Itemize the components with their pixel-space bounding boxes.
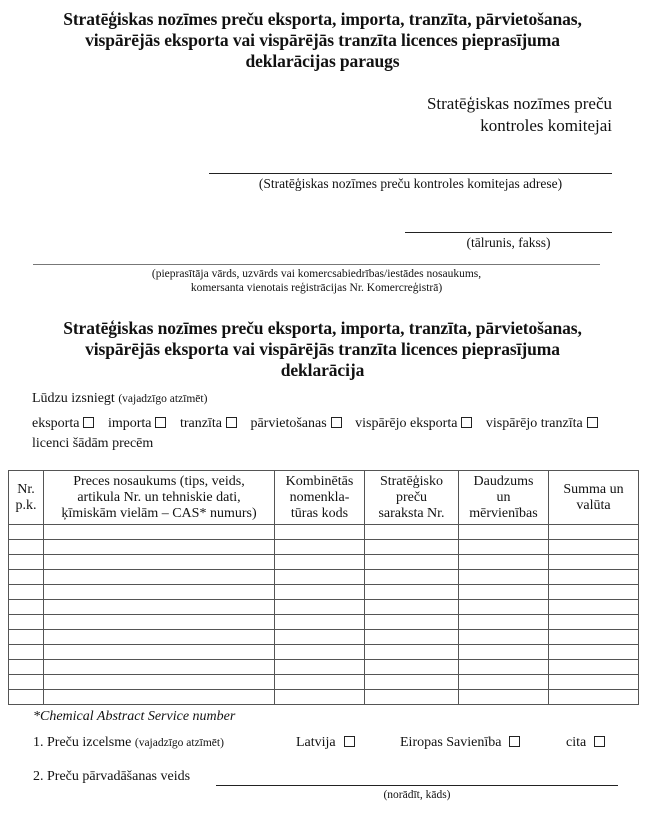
table-cell[interactable] — [365, 630, 459, 645]
table-cell[interactable] — [459, 525, 549, 540]
checkbox-icon[interactable] — [155, 417, 166, 428]
form-title-line: deklarācija — [280, 360, 365, 380]
table-row — [9, 645, 639, 660]
table-cell[interactable] — [9, 615, 44, 630]
table-cell[interactable] — [275, 615, 365, 630]
table-cell[interactable] — [44, 675, 275, 690]
transport-label: 2. Preču pārvadāšanas veids — [33, 769, 191, 784]
phone-fax-caption: (tālrunis, fakss) — [466, 235, 551, 250]
table-cell[interactable] — [365, 615, 459, 630]
table-cell[interactable] — [365, 585, 459, 600]
table-cell[interactable] — [459, 645, 549, 660]
table-cell[interactable] — [9, 585, 44, 600]
table-cell[interactable] — [365, 525, 459, 540]
table-cell[interactable] — [275, 600, 365, 615]
checkbox-icon[interactable] — [226, 417, 237, 428]
table-row — [9, 585, 639, 600]
applicant-caption-line: (pieprasītāja vārds, uzvārds vai komercsabiedrības/iestādes nosaukums, — [151, 268, 482, 280]
request-label — [32, 391, 207, 407]
address-field-line[interactable] — [209, 173, 612, 174]
table-cell[interactable] — [275, 555, 365, 570]
table-cell[interactable] — [9, 600, 44, 615]
address-caption: (Stratēģiskas nozīmes preču kontroles komitejas adrese) — [258, 176, 563, 191]
table-cell[interactable] — [549, 630, 639, 645]
table-cell[interactable] — [459, 615, 549, 630]
checkbox-icon[interactable] — [344, 736, 355, 747]
table-cell[interactable] — [44, 540, 275, 555]
table-cell[interactable] — [275, 540, 365, 555]
option-label: pārvietošanas — [250, 416, 327, 431]
table-cell[interactable] — [459, 555, 549, 570]
table-cell[interactable] — [44, 525, 275, 540]
table-cell[interactable] — [9, 540, 44, 555]
license-type-options — [32, 414, 598, 454]
table-row — [9, 525, 639, 540]
table-cell[interactable] — [365, 690, 459, 705]
option-label: cita — [566, 735, 587, 750]
origin-option-other[interactable] — [566, 735, 605, 751]
table-cell[interactable] — [44, 660, 275, 675]
col-header-strategic-list-number: Stratēģisko preču saraksta Nr. — [365, 471, 459, 525]
document-title — [0, 9, 645, 72]
table-cell[interactable] — [459, 540, 549, 555]
document-title-line: deklarācijas paraugs — [245, 51, 400, 71]
table-cell[interactable] — [459, 660, 549, 675]
table-cell[interactable] — [549, 525, 639, 540]
table-cell[interactable] — [549, 570, 639, 585]
option-label: eksporta — [32, 416, 80, 431]
table-cell[interactable] — [44, 645, 275, 660]
table-cell[interactable] — [44, 630, 275, 645]
table-cell[interactable] — [9, 555, 44, 570]
applicant-caption-line: komersanta vienotais reģistrācijas Nr. Komercreģistrā) — [190, 282, 443, 294]
option-label: vispārējo eksporta — [355, 416, 458, 431]
request-suffix: licenci šādām precēm — [32, 436, 154, 451]
transport-field-line[interactable] — [216, 785, 618, 786]
origin-label — [33, 735, 224, 751]
table-cell[interactable] — [365, 645, 459, 660]
license-option-export[interactable] — [32, 416, 94, 431]
table-row — [9, 660, 639, 675]
form-title — [0, 318, 645, 381]
goods-table-body — [9, 525, 639, 705]
checkbox-icon[interactable] — [509, 736, 520, 747]
table-row — [9, 630, 639, 645]
request-label-text: Lūdzu izsniegt — [32, 391, 115, 406]
recipient-block — [427, 93, 612, 137]
form-title-line: Stratēģiskas nozīmes preču eksporta, importa, tranzīta, pārvietošanas, — [63, 318, 582, 338]
table-cell[interactable] — [275, 570, 365, 585]
table-cell[interactable] — [549, 555, 639, 570]
table-cell[interactable] — [549, 690, 639, 705]
document-title-line: Stratēģiskas nozīmes preču eksporta, importa, tranzīta, pārvietošanas, — [63, 9, 582, 29]
table-cell[interactable] — [365, 540, 459, 555]
col-header-quantity-units: Daudzums un mērvienības — [459, 471, 549, 525]
table-cell[interactable] — [9, 645, 44, 660]
option-label: vispārējo tranzīta — [485, 416, 583, 431]
applicant-caption — [33, 267, 600, 295]
table-cell[interactable] — [549, 540, 639, 555]
col-header-number: Nr. p.k. — [9, 471, 44, 525]
option-label: Latvija — [296, 735, 336, 750]
table-cell[interactable] — [549, 675, 639, 690]
table-cell[interactable] — [365, 570, 459, 585]
table-cell[interactable] — [275, 660, 365, 675]
table-cell[interactable] — [459, 585, 549, 600]
checkbox-icon[interactable] — [331, 417, 342, 428]
table-cell[interactable] — [275, 675, 365, 690]
table-cell[interactable] — [459, 690, 549, 705]
table-cell[interactable] — [275, 690, 365, 705]
checkbox-icon[interactable] — [587, 417, 598, 428]
table-row — [9, 675, 639, 690]
table-row — [9, 615, 639, 630]
col-header-amount-currency: Summa un valūta — [549, 471, 639, 525]
table-cell[interactable] — [365, 660, 459, 675]
table-cell[interactable] — [9, 660, 44, 675]
col-header-goods-name: Preces nosaukums (tips, veids, artikula Nr. un tehniskie dati, ķīmiskām vielām – CAS* numurs) — [44, 471, 275, 525]
table-cell[interactable] — [275, 585, 365, 600]
license-option-import[interactable] — [108, 416, 167, 431]
table-cell[interactable] — [44, 555, 275, 570]
recipient-line: kontroles komitejai — [480, 116, 612, 135]
table-header-row — [9, 471, 639, 525]
table-cell[interactable] — [9, 570, 44, 585]
checkbox-icon[interactable] — [594, 736, 605, 747]
cas-footnote: *Chemical Abstract Service number — [33, 709, 236, 724]
table-cell[interactable] — [459, 600, 549, 615]
table-cell[interactable] — [549, 585, 639, 600]
table-cell[interactable] — [9, 630, 44, 645]
phone-fax-field-line[interactable] — [405, 232, 612, 233]
table-row — [9, 570, 639, 585]
license-option-general-transit[interactable] — [486, 416, 598, 431]
table-row — [9, 540, 639, 555]
license-option-transit[interactable] — [180, 416, 237, 431]
table-cell[interactable] — [275, 525, 365, 540]
option-label: Eiropas Savienība — [400, 735, 502, 750]
table-cell[interactable] — [44, 585, 275, 600]
transport-caption: (norādīt, kāds) — [383, 789, 451, 801]
table-cell[interactable] — [549, 660, 639, 675]
table-cell[interactable] — [44, 600, 275, 615]
table-cell[interactable] — [549, 600, 639, 615]
table-cell[interactable] — [9, 525, 44, 540]
option-label: tranzīta — [179, 416, 222, 431]
table-cell[interactable] — [459, 570, 549, 585]
origin-option-latvia[interactable] — [296, 735, 355, 751]
table-row — [9, 555, 639, 570]
recipient-line: Stratēģiskas nozīmes preču — [426, 94, 612, 113]
option-label: importa — [107, 416, 152, 431]
origin-label-text: 1. Preču izcelsme — [33, 735, 132, 750]
checkbox-icon[interactable] — [461, 417, 472, 428]
table-cell[interactable] — [9, 675, 44, 690]
goods-table — [8, 470, 639, 705]
table-cell[interactable] — [44, 570, 275, 585]
table-row — [9, 690, 639, 705]
document-title-line: vispārējās eksporta vai vispārējās tranzīta licences pieprasījuma — [85, 30, 560, 50]
license-option-general-export[interactable] — [355, 416, 472, 431]
table-cell[interactable] — [365, 555, 459, 570]
origin-hint: (vajadzīgo atzīmēt) — [134, 737, 224, 749]
request-hint: (vajadzīgo atzīmēt) — [118, 393, 208, 405]
checkbox-icon[interactable] — [83, 417, 94, 428]
table-cell[interactable] — [549, 645, 639, 660]
table-cell[interactable] — [275, 630, 365, 645]
table-cell[interactable] — [275, 645, 365, 660]
col-header-cn-code: Kombinētās nomenkla- tūras kods — [275, 471, 365, 525]
applicant-field-line[interactable] — [33, 264, 600, 265]
form-title-line: vispārējās eksporta vai vispārējās tranzīta licences pieprasījuma — [85, 339, 560, 359]
table-cell[interactable] — [365, 675, 459, 690]
table-cell[interactable] — [365, 600, 459, 615]
table-cell[interactable] — [459, 630, 549, 645]
table-cell[interactable] — [44, 690, 275, 705]
table-cell[interactable] — [44, 615, 275, 630]
origin-option-eu[interactable] — [400, 735, 520, 751]
table-cell[interactable] — [459, 675, 549, 690]
table-row — [9, 600, 639, 615]
table-cell[interactable] — [549, 615, 639, 630]
license-option-transfer[interactable] — [250, 416, 341, 431]
table-cell[interactable] — [9, 690, 44, 705]
